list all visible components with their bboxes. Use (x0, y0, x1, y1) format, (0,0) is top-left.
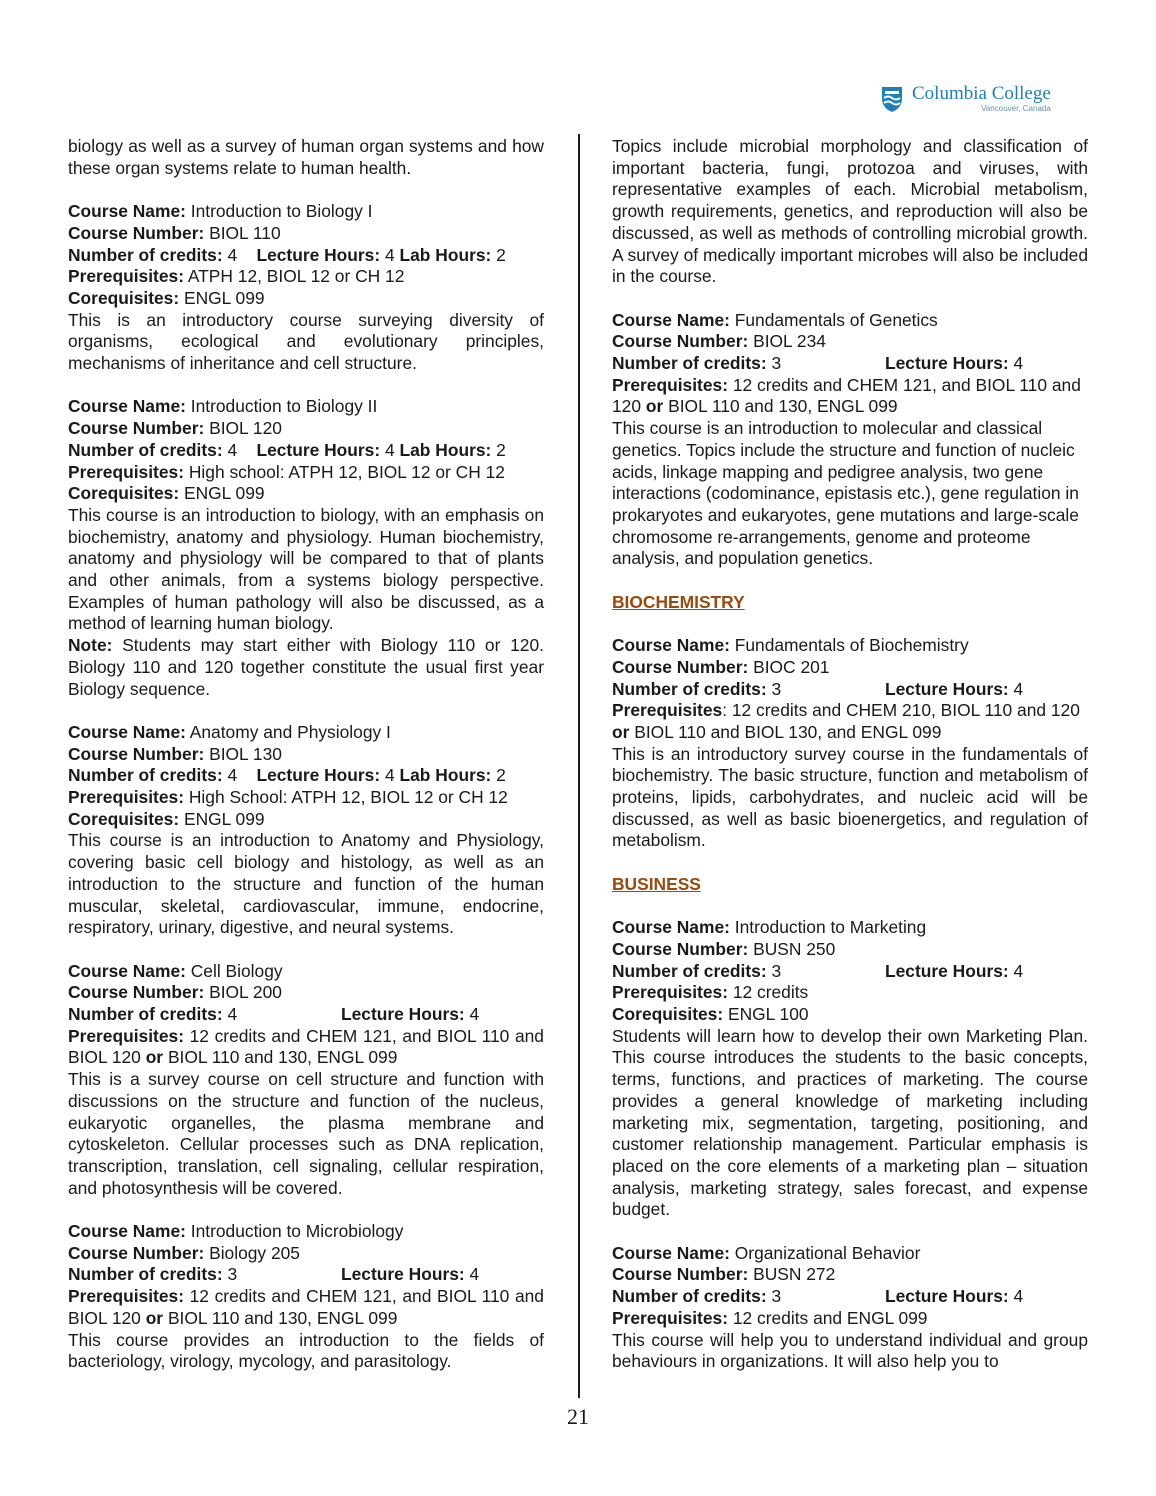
page-number: 21 (567, 1404, 589, 1429)
right-column (612, 136, 1088, 1373)
intro-continuation: biology as well as a survey of human organ systems and how these organ systems relate to human health. (68, 136, 544, 178)
course-number: BIOL 120 (209, 418, 282, 439)
course-number: BUSN 272 (753, 1264, 836, 1285)
course-number: BIOC 201 (753, 656, 830, 677)
logo-name: Columbia College (912, 83, 1051, 104)
course-biol120: Course Name: Introduction to Biology II Course Number: BIOL 120 Number of credits: 4 Lecture Hours: 4 Lab Hours: 2 Prerequisites: High school: ATPH 12, BIOL 12 or CH 12 Corequisites: ENGL 099 This course is an introduction to biology, with an emphasis on biochemistry, anatomy and physiology. Human biochemistry, anatomy and physiology will be compared to that of plants and other animals, from a systems biology perspective. Examples of human pathology will also be discussed, as a method of learning human biology. Note: Students may start either with Biology 110 or 120. Biology 110 and 120 together constitute the usual first year Biology sequence. (68, 396, 544, 699)
course-busn272: Course Name: Organizational Behavior Course Number: BUSN 272 Number of credits: 3 Lecture Hours: 4 Prerequisites: 12 credits and ENGL 099 This course will help you to understand individual and group behaviours in organizations. It will also help you to (612, 1242, 1088, 1372)
course-biol234: Course Name: Fundamentals of Genetics Course Number: BIOL 234 Number of credits: 3 Lecture Hours: 4 Prerequisites: 12 credits and CHEM 121, and BIOL 110 and 120 or BIOL 110 and 130, ENGL 099 This course is an introduction to molecular and classical genetics. Topics include the structure and function of nucleic acids, linkage mapping and pedigree analysis, two gene interactions (codominance, epistasis etc.), gene regulation in prokaryotes and eukaryotes, gene mutations and large-scale chromosome re-arrangements, genome and proteome analysis, and population genetics. (612, 310, 1088, 570)
course-description: This is an introductory course surveying diversity of organisms, ecological and evolutionary principles, mechanisms of inheritance and cell structure. (68, 309, 544, 374)
course-description: This course is an introduction to molecular and classical genetics. Topics include the structure and function of nucleic acids, linkage mapping and pedigree analysis, two gene interactions (codominance, epistasis etc.), gene regulation in prokaryotes and eukaryotes, gene mutations and large-scale chromosome re-arrangements, genome and proteome analysis, and population genetics. (612, 418, 1079, 569)
course-name: Introduction to Microbiology (190, 1221, 404, 1242)
course-number: BIOL 110 (209, 222, 281, 243)
course-busn250: Course Name: Introduction to Marketing Course Number: BUSN 250 Number of credits: 3 Lecture Hours: 4 Prerequisites: 12 credits Corequisites: ENGL 100 Students will learn how to develop their own Marketing Plan. This course introduces the students to the basic concepts, terms, functions, and practices of marketing. The course provides a general knowledge of marketing including marketing mix, segmentation, targeting, positioning, and customer relationship management. Particular emphasis is placed on the core elements of a marketing plan – situation analysis, marketing strategy, sales forecast, and expense budget. (612, 917, 1088, 1220)
left-column (68, 136, 544, 1373)
section-heading-business: BUSINESS (612, 873, 701, 894)
course-name: Fundamentals of Genetics (734, 309, 938, 330)
course-description: This course is an introduction to Anatomy and Physiology, covering basic cell biology and histology, as well as an introduction to the structure and function of the human muscular, skeletal, cardiovascular, immune, endocrine, respiratory, urinary, digestive, and neural systems. (68, 830, 544, 938)
column-divider (578, 134, 580, 1398)
course-name: Cell Biology (190, 960, 283, 981)
course-biol110: Course Name: Introduction to Biology I Course Number: BIOL 110 Number of credits: 4 Lecture Hours: 4 Lab Hours: 2 Prerequisites: ATPH 12, BIOL 12 or CH 12 Corequisites: ENGL 099 This is an introductory course surveying diversity of organisms, ecological and evolutionary principles, mechanisms of inheritance and cell structure. (68, 201, 544, 374)
course-biol130: Course Name: Anatomy and Physiology I Course Number: BIOL 130 Number of credits: 4 Lecture Hours: 4 Lab Hours: 2 Prerequisites: High School: ATPH 12, BIOL 12 or CH 12 Corequisites: ENGL 099 This course is an introduction to Anatomy and Physiology, covering basic cell biology and histology, as well as an introduction to the structure and function of the human muscular, skeletal, cardiovascular, immune, endocrine, respiratory, urinary, digestive, and neural systems. (68, 721, 544, 938)
course-biol200: Course Name: Cell Biology Course Number: BIOL 200 Number of credits: 4 Lecture Hours: 4 Prerequisites: 12 credits and CHEM 121, and BIOL 110 and BIOL 120 or BIOL 110 and 130, ENGL 099 This is a survey course on cell structure and function with discussions on the structure and function of the nucleus, eukaryotic organelles, the plasma membrane and cytoskeleton. Cellular processes such as DNA replication, transcription, translation, cell signaling, cellular respiration, and photosynthesis will be covered. (68, 960, 544, 1198)
course-number: BIOL 200 (209, 982, 282, 1003)
course-name: Anatomy and Physiology I (189, 721, 391, 742)
course-note: Note: Students may start either with Biology 110 or 120. Biology 110 and 120 together constitute the usual first year Biology sequence. (68, 635, 544, 699)
course-number: BIOL 130 (209, 743, 282, 764)
course-description: This is an introductory survey course in the fundamentals of biochemistry. The basic structure, function and metabolism of proteins, lipids, carbohydrates, and nucleic acid will be discussed, as well as basic bioenergetics, and regulation of metabolism. (612, 743, 1088, 851)
course-name: Introduction to Biology II (190, 396, 378, 417)
section-heading-biochemistry: BIOCHEMISTRY (612, 591, 745, 612)
college-logo (880, 84, 1051, 113)
course-bioc201: Course Name: Fundamentals of Biochemistry Course Number: BIOC 201 Number of credits: 3 Lecture Hours: 4 Prerequisites: 12 credits and CHEM 210, BIOL 110 and 120 or BIOL 110 and BIOL 130, and ENGL 099 This is an introductory survey course in the fundamentals of biochemistry. The basic structure, function and metabolism of proteins, lipids, carbohydrates, and nucleic acid will be discussed, as well as basic bioenergetics, and regulation of metabolism. (612, 635, 1088, 851)
course-number: BIOL 234 (753, 331, 826, 352)
course-description: This course is an introduction to biology, with an emphasis on biochemistry, anatomy and physiology. Human biochemistry, anatomy and physiology will be compared to that of plants and other animals, from a systems biology perspective. Examples of human pathology will also be discussed, as a method of learning human biology. (68, 504, 544, 634)
course-description: Students will learn how to develop their own Marketing Plan. This course introduces the students to the basic concepts, terms, functions, and practices of marketing. The course provides a general knowledge of marketing including marketing mix, segmentation, targeting, positioning, and customer relationship management. Particular emphasis is placed on the core elements of a marketing plan – situation analysis, marketing strategy, sales forecast, and expense budget. (612, 1025, 1088, 1220)
microbiology-continuation: Topics include microbial morphology and classification of important bacteria, fungi, protozoa and viruses, with representative examples of each. Microbial metabolism, growth requirements, genetics, and reproduction will also be discussed, as well as methods of controlling microbial growth. A survey of medically important microbes will also be included in the course. (612, 136, 1088, 287)
course-description: This course provides an introduction to the fields of bacteriology, virology, mycology, and parasitology. (68, 1329, 544, 1372)
course-name: Organizational Behavior (734, 1242, 921, 1263)
course-name: Introduction to Marketing (734, 917, 927, 938)
course-name: Introduction to Biology I (190, 201, 373, 222)
course-biol205: Course Name: Introduction to Microbiology Course Number: Biology 205 Number of credits: 3 Lecture Hours: 4 Prerequisites: 12 credits and CHEM 121, and BIOL 110 and BIOL 120 or BIOL 110 and 130, ENGL 099 This course provides an introduction to the fields of bacteriology, virology, mycology, and parasitology. (68, 1221, 544, 1372)
course-number: BUSN 250 (753, 938, 836, 959)
crest-icon (880, 85, 904, 113)
course-description: This is a survey course on cell structure and function with discussions on the structure and function of the nucleus, eukaryotic organelles, the plasma membrane and cytoskeleton. Cellular processes such as DNA replication, transcription, translation, cell signaling, cellular respiration, and photosynthesis will be covered. (68, 1069, 544, 1198)
course-name: Fundamentals of Biochemistry (734, 635, 969, 656)
course-number: Biology 205 (209, 1242, 300, 1263)
course-description: This course will help you to understand individual and group behaviours in organizations. It will also help you to (612, 1329, 1088, 1372)
logo-location: Vancouver, Canada (981, 104, 1051, 113)
